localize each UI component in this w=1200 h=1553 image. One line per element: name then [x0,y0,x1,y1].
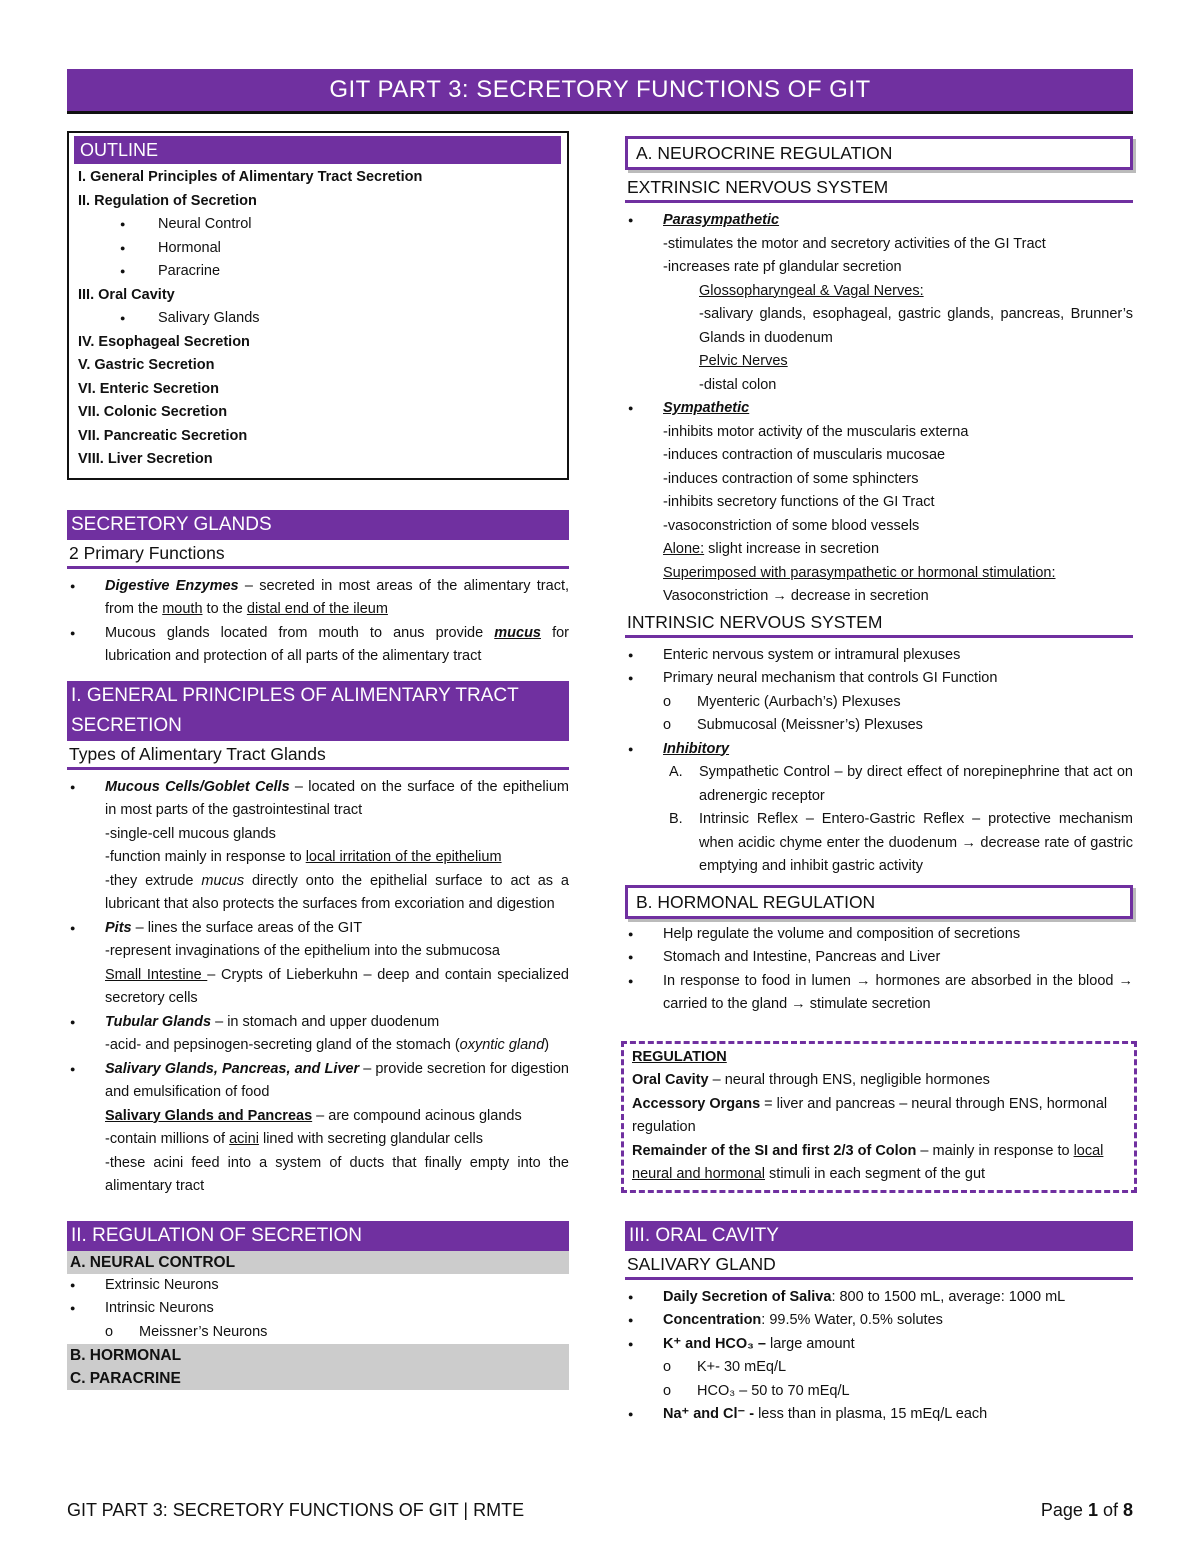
subsection-heading: 2 Primary Functions [67,540,569,569]
list-item: ● Inhibitory [625,738,1133,762]
outline-subitem: ● Paracrine [78,260,558,284]
list-item: ● Pits – lines the surface areas of the GIT [67,917,569,941]
list-subitem: o K+- 30 mEq/L [625,1356,1133,1380]
list-item: ● Enteric nervous system or intramural plexuses [625,644,1133,668]
outline-item: VII. Pancreatic Secretion [78,427,248,444]
subsection-heading: C. PARACRINE [67,1367,569,1390]
text-line: -acid- and pepsinogen-secreting gland of the stomach (oxyntic gland) [105,1037,550,1053]
list-item: ● Salivary Glands, Pancreas, and Liver – provide secretion for digestion and emulsification of food [67,1058,569,1105]
text-line: -distal colon [699,376,777,393]
list-item: ● Parasympathetic [625,209,1133,233]
list-item: ● Concentration: 99.5% Water, 0.5% solutes [625,1309,1133,1333]
section-heading: I. GENERAL PRINCIPLES OF ALIMENTARY TRACT SECRETION [67,681,569,741]
section-heading: II. REGULATION OF SECRETION [67,1221,569,1251]
page-number: Page 1 of 8 [1040,1500,1133,1520]
list-marker: A. [669,764,683,780]
text-line: Glossopharyngeal & Vagal Nerves: [699,282,924,299]
text-line: -function mainly in response to local irritation of the epithelium [105,849,502,865]
list-subitem: o Myenteric (Aurbach’s) Plexuses [625,691,1133,715]
list-subitem: o HCO₃ – 50 to 70 mEq/L [625,1380,1133,1404]
list-item: ● Extrinsic Neurons [67,1274,569,1298]
outline-subitem: ● Salivary Glands [78,307,558,331]
outline-item: VII. Colonic Secretion [78,404,228,420]
subsection-heading: Types of Alimentary Tract Glands [67,741,569,770]
text-line: -represent invaginations of the epithelium into the submucosa [105,943,500,959]
text-line: -inhibits secretory functions of the GI Tract [663,494,935,510]
text-line: Superimposed with parasympathetic or hormonal stimulation: [663,564,1056,581]
list-marker: B. [669,811,683,827]
outline-item: V. Gastric Secretion [78,357,215,373]
right-column [625,136,1133,1427]
text-line: -inhibits motor activity of the muscularis externa [663,423,969,440]
list-item: ● Sympathetic [625,397,1133,421]
text-line: -contain millions of acini lined with secreting glandular cells [105,1131,484,1147]
subsection-heading: A. NEURAL CONTROL [67,1251,569,1274]
box-title: REGULATION [632,1048,727,1065]
list-item: ● Mucous glands located from mouth to anus provide mucus for lubrication and protection of all parts of the alimentary tract [67,622,569,669]
text-line: -induces contraction of some sphincters [663,470,919,487]
outline-heading: OUTLINE [74,136,561,164]
section-heading: III. ORAL CAVITY [625,1221,1133,1251]
footer-title: GIT PART 3: SECRETORY FUNCTIONS OF GIT | RMTE [67,1500,525,1520]
list-item: ● K⁺ and HCO₃ – large amount [625,1333,1133,1357]
text-line: -stimulates the motor and secretory activities of the GI Tract [663,235,1046,252]
text-line: Accessory Organs = liver and pancreas – neural through ENS, hormonal regulation [632,1095,1108,1135]
text-line: A. Sympathetic Control – by direct effect of norepinephrine that act on adrenergic receptor [625,761,1133,808]
list-item: ● In response to food in lumen → hormones are absorbed in the blood → carried to the gland → stimulate secretion [625,970,1133,1017]
outline-item: I. General Principles of Alimentary Tract Secretion [78,169,423,185]
section-heading: SECRETORY GLANDS [67,510,569,540]
list-item: ● Tubular Glands – in stomach and upper duodenum [67,1011,569,1035]
list-subitem: o Submucosal (Meissner’s) Plexuses [625,714,1133,738]
text-line: -these acini feed into a system of ducts that finally empty into the alimentary tract [105,1154,569,1194]
text-line: -single-cell mucous glands [105,825,276,842]
regulation-box [621,1041,1137,1193]
list-item: ● Primary neural mechanism that controls GI Function [625,667,1133,691]
section-heading: A. NEUROCRINE REGULATION [625,136,1133,170]
list-item: ● Help regulate the volume and composition of secretions [625,923,1133,947]
outline-subitem: ● Neural Control [78,213,558,237]
text-line: Remainder of the SI and first 2/3 of Colon – mainly in response to local neural and hormonal stimuli in each segment of the gut [632,1142,1104,1182]
list-subitem: o Meissner’s Neurons [67,1321,569,1345]
list-item: ● Mucous Cells/Goblet Cells – located on the surface of the epithelium in most parts of the gastrointestinal tract [67,776,569,823]
list-item: ● Intrinsic Neurons [67,1297,569,1321]
outline-item: II. Regulation of Secretion [78,192,257,209]
list-item: ● Digestive Enzymes – secreted in most areas of the alimentary tract, from the mouth to the distal end of the ileum [67,575,569,622]
subsection-heading: EXTRINSIC NERVOUS SYSTEM [625,174,1133,203]
text-line: Alone: slight increase in secretion [663,541,880,557]
text-line: -they extrude mucus directly onto the epithelial surface to act as a lubricant that also protects the surfaces from excoriation and digestion [105,872,569,912]
text-line: Small Intestine – Crypts of Lieberkuhn – deep and contain specialized secretory cells [105,966,569,1006]
outline-item: III. Oral Cavity [78,286,175,303]
text-line: B. Intrinsic Reflex – Entero-Gastric Reflex – protective mechanism when acidic chyme enter the duodenum → decrease rate of gastric emptying and inhibit gastric activity [625,808,1133,879]
list-item: ● Stomach and Intestine, Pancreas and Liver [625,946,1133,970]
outline-item: VI. Enteric Secretion [78,380,220,397]
subsection-heading: SALIVARY GLAND [625,1251,1133,1280]
text-line: Salivary Glands and Pancreas – are compound acinous glands [105,1107,522,1124]
page-title: GIT PART 3: SECRETORY FUNCTIONS OF GIT [67,69,1133,114]
outline-subitem: ● Hormonal [78,237,558,261]
list-item: ● Daily Secretion of Saliva: 800 to 1500 mL, average: 1000 mL [625,1286,1133,1310]
text-line: Oral Cavity – neural through ENS, negligible hormones [632,1072,990,1088]
text-line: -induces contraction of muscularis mucosae [663,447,946,463]
text-line: -increases rate pf glandular secretion [663,259,902,275]
subsection-heading: B. HORMONAL [67,1344,569,1367]
text-line: -vasoconstriction of some blood vessels [663,517,920,534]
left-column [67,131,569,1390]
outline-item: VIII. Liver Secretion [78,451,213,467]
outline-item: IV. Esophageal Secretion [78,333,250,350]
subsection-heading: INTRINSIC NERVOUS SYSTEM [625,609,1133,638]
text-line: Pelvic Nerves [699,353,788,369]
text-line: -salivary glands, esophageal, gastric glands, pancreas, Brunner’s Glands in duodenum [699,306,1133,346]
text-line: Vasoconstriction → decrease in secretion [663,588,929,604]
section-heading: B. HORMONAL REGULATION [625,885,1133,919]
list-item: ● Na⁺ and Cl⁻ - less than in plasma, 15 mEq/L each [625,1403,1133,1427]
outline-box [67,131,569,480]
